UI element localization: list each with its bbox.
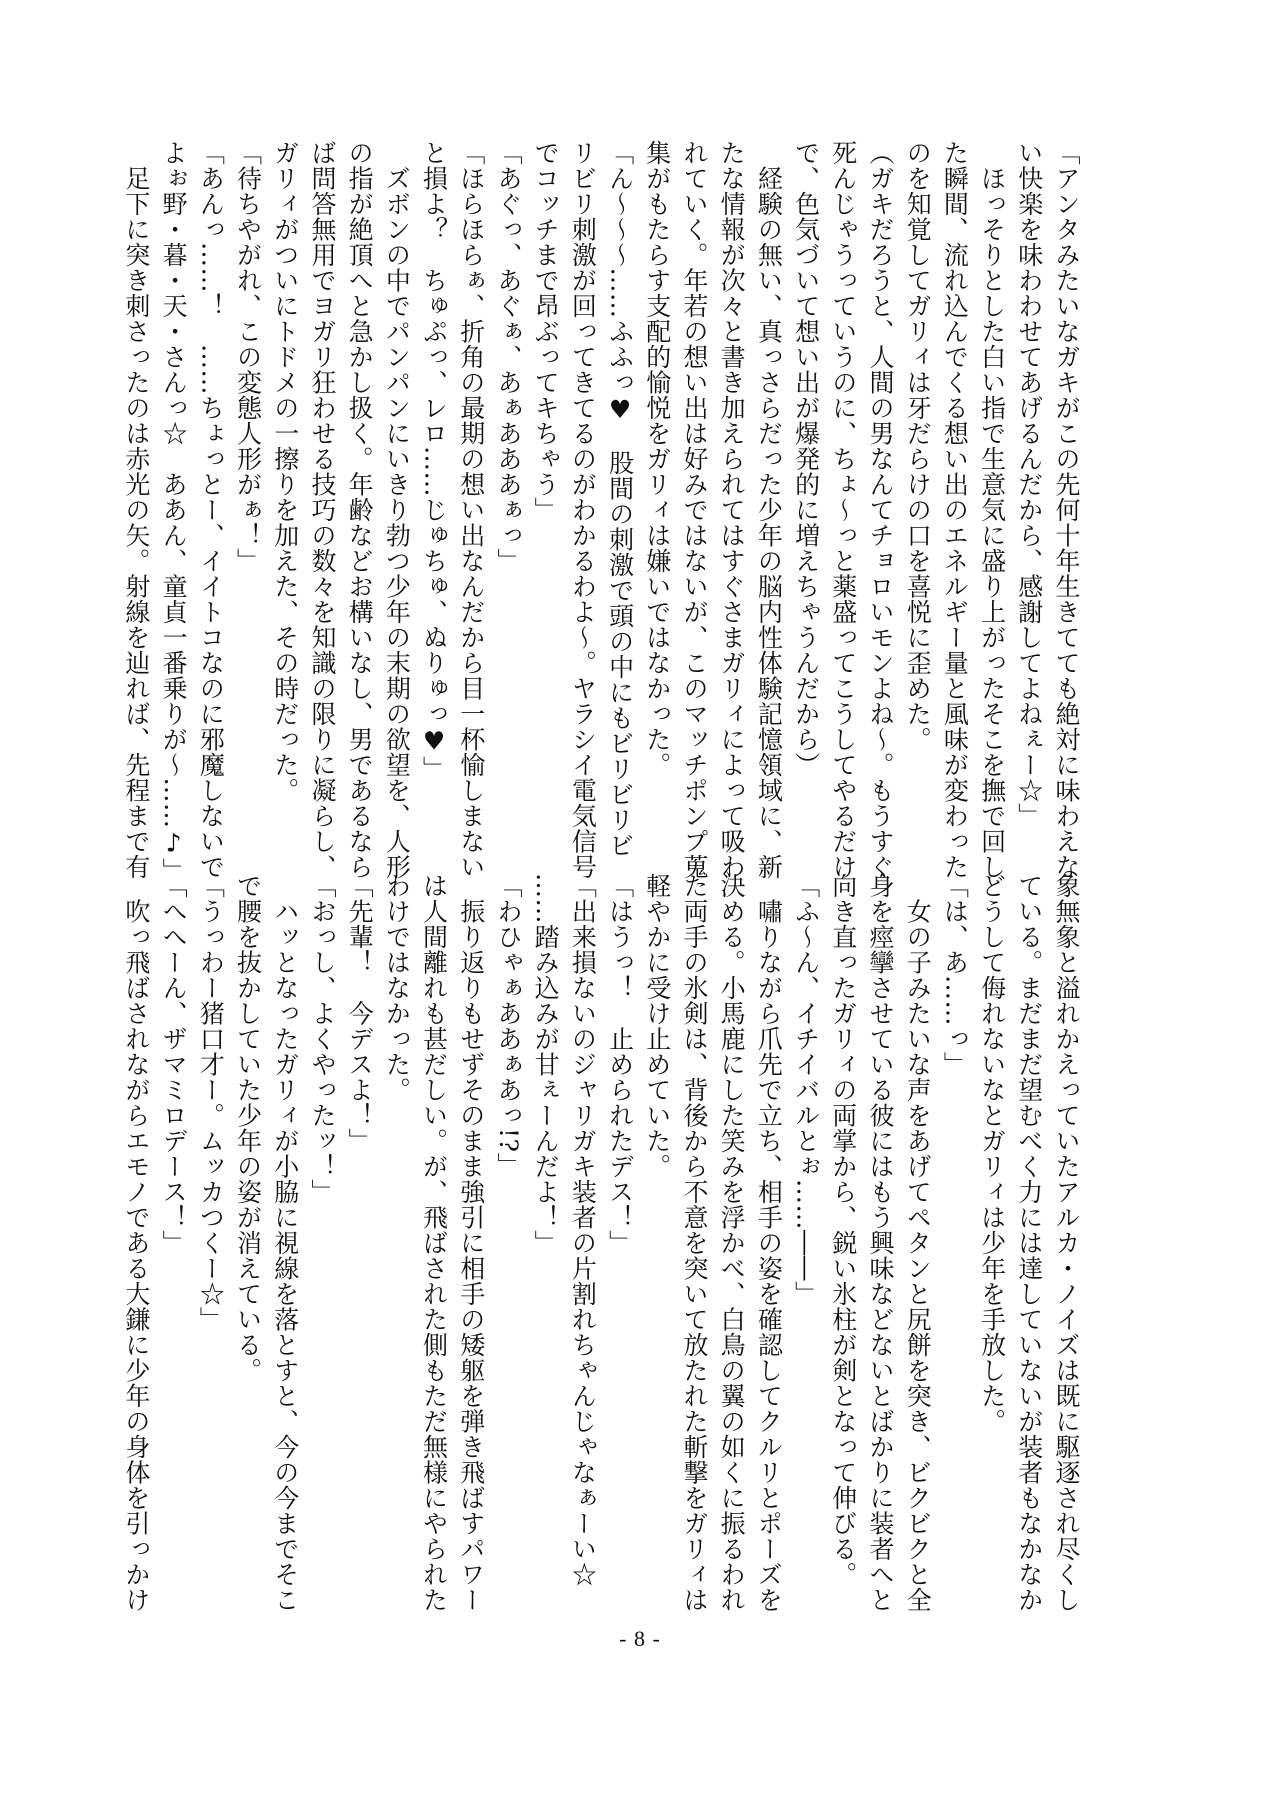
text-line: 女の子みたいな声をあげてペタンと尻餅を突き、ビクビクと全 xyxy=(903,873,933,1613)
text-line: 「うっわー猪口才ー。ムッカつくー☆」 xyxy=(196,873,226,1332)
page-number: - 8 - xyxy=(619,1626,661,1651)
text-line: 象無象と溢れかえっていたアルカ・ノイズは既に駆逐され尽くし xyxy=(1052,873,1081,1613)
text-line: は人間離れも甚だしい。が、飛ばされた側もただ無様にやられた xyxy=(419,873,449,1613)
text-line: 「出来損ないのジャリガキ装者の片割れちゃんじゃなぁーい☆ xyxy=(568,873,598,1587)
text-line: 軽やかに受け止めていた。 xyxy=(642,873,672,1179)
text-line: 身を痙攣させている彼にはもう興味などないとばかりに装者へと xyxy=(865,873,895,1613)
text-line: たな情報が次々と書き加えられてはすぐさまガリィによって吸わ xyxy=(717,140,747,880)
text-line: で、色気づいて想い出が爆発的に増えちゃうんだから） xyxy=(791,140,821,778)
text-line: 「へへーん、ザマミロデース！」 xyxy=(159,873,189,1256)
text-line: ハッとなったガリィが小脇に視線を落とすと、今の今までそこ xyxy=(270,873,300,1613)
text-line: 「わひゃぁああぁあっ!?」 xyxy=(493,873,523,1178)
bottom-text-block xyxy=(121,873,1085,1613)
text-line: ば問答無用でヨガリ狂わせる技巧の数々を知識の限りに凝らし、 xyxy=(307,140,337,880)
text-line: ガリィがついにトドメの一擦りを加えた、その時だった。 xyxy=(270,140,300,803)
text-line: よぉ野・暮・天・さんっ☆ ああん、童貞一番乗りが～……♪」 xyxy=(159,140,189,884)
text-line: ている。まだまだ望むべく力には達していないが装者もなかなか xyxy=(1014,873,1044,1613)
text-line: 嘯りながら爪先で立ち、相手の姿を確認してクルリとポーズを xyxy=(754,873,784,1613)
text-line: 振り返りもせずそのまま強引に相手の矮躯を弾き飛ばすパワー xyxy=(456,873,486,1613)
text-line: 死んじゃうっていうのに、ちょ～っと薬盛ってこうしてやるだけ xyxy=(828,140,858,880)
text-line: い快楽を味わわせてあげるんだから、感謝してよねぇー☆」 xyxy=(1014,140,1044,829)
text-line: 「アンタみたいなガキがこの先何十年生きてても絶対に味わえな xyxy=(1052,140,1081,880)
text-line: 「先輩！ 今デスよ！」 xyxy=(345,873,375,1154)
text-line: た両手の氷剣は、背後から不意を突いて放たれた斬撃をガリィは xyxy=(679,873,709,1613)
text-line: 「おっし、よくやったッ！」 xyxy=(307,873,337,1205)
top-text-block xyxy=(121,140,1085,884)
text-line: ほっそりとした白い指で生意気に盛り上がったそこを撫で回し xyxy=(977,140,1007,880)
text-line: れていく。年若の想い出は好みではないが、このマッチポンプ蒐 xyxy=(679,140,709,880)
text-line: ズボンの中でパンパンにいきり勃つ少年の末期の欲望を、人形 xyxy=(382,140,412,880)
text-line: 集がもたらす支配的愉悦をガリィは嫌いではなかった。 xyxy=(642,140,672,778)
text-line: 吹っ飛ばされながらエモノである大鎌に少年の身体を引っかけ xyxy=(121,873,151,1613)
text-line: （ガキだろうと、人間の男なんてチョロいモンよね～。もうすぐ xyxy=(865,140,895,880)
text-line: 決める。小馬鹿にした笑みを浮かべ、白鳥の翼の如くに振るわれ xyxy=(717,873,747,1613)
text-line: 「あんっ……！ ……ちょっとー、イイトコなのに邪魔しないで xyxy=(196,140,226,880)
text-line: 経験の無い、真っさらだった少年の脳内性体験記憶領域に、新 xyxy=(754,140,784,880)
text-line: 足下に突き刺さったのは赤光の矢。射線を辿れば、先程まで有 xyxy=(121,140,151,880)
text-line: のを知覚してガリィは牙だらけの口を喜悦に歪めた。 xyxy=(903,140,933,752)
text-line: 「はうっ！ 止められたデス！」 xyxy=(605,873,635,1256)
text-line: で腰を抜かしていた少年の姿が消えている。 xyxy=(233,873,263,1383)
text-line: どうして侮れないなとガリィは少年を手放した。 xyxy=(977,873,1007,1434)
text-line: リビリ刺激が回ってきてるのがわかるわよ～。ヤラシイ電気信号 xyxy=(568,140,598,880)
text-line: わけではなかった。 xyxy=(382,873,412,1103)
text-line: でコッチまで昂ぶってキちゃう」 xyxy=(531,140,561,523)
text-line: ……踏み込みが甘ぇーんだよ！」 xyxy=(531,873,561,1256)
text-line: 「ん～～～……ふふっ♥ 股間の刺激で頭の中にもビリビリビ xyxy=(605,140,635,858)
text-line: 「あぐっ、あぐぁ、あぁあああぁっ」 xyxy=(493,140,523,574)
text-line: た瞬間、流れ込んでくる想い出のエネルギー量と風味が変わった xyxy=(940,140,970,880)
text-line: 「待ちやがれ、この変態人形がぁ！」 xyxy=(233,140,263,574)
text-line: 向き直ったガリィの両掌から、鋭い氷柱が剣となって伸びる。 xyxy=(828,873,858,1587)
text-line: 「ふ～ん、イチイバルとぉ……――」 xyxy=(791,873,821,1307)
text-line: 「ほらほらぁ、折角の最期の想い出なんだから目一杯愉しまない xyxy=(456,140,486,880)
text-line: の指が絶頂へと急かし扱く。年齢などお構いなし、男であるなら xyxy=(345,140,375,880)
text-line: 「は、あ……っ」 xyxy=(940,873,970,1077)
text-line: と損よ？ ちゅぷっ、レロ……じゅちゅ、ぬりゅっ♥」 xyxy=(419,140,449,782)
